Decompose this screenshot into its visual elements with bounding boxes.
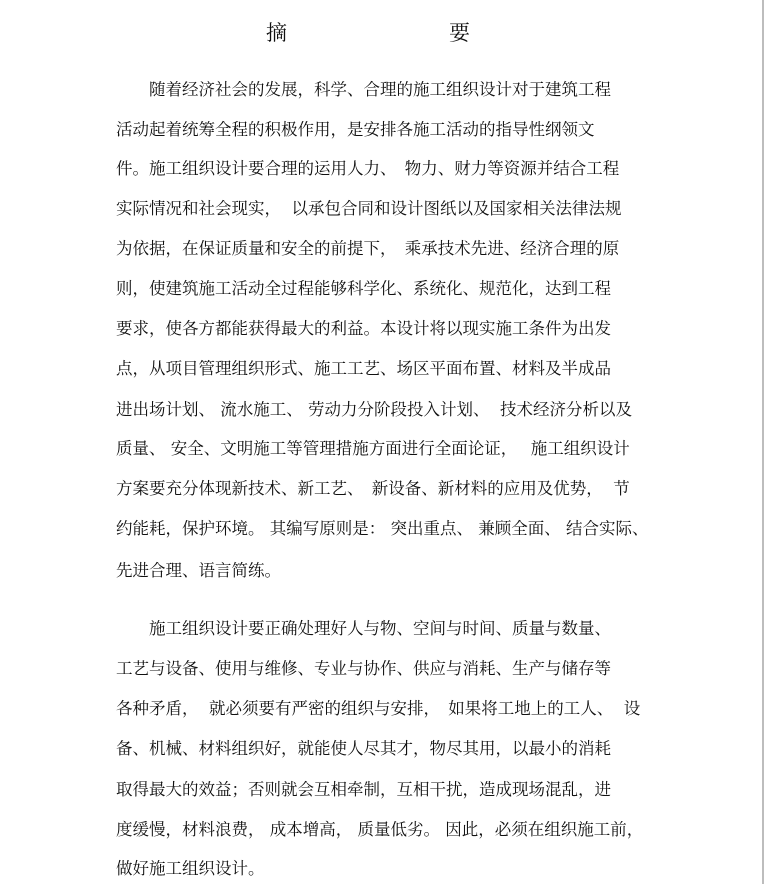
paragraph-line: 质量、 安全、文明施工等管理措施方面进行全面论证， 施工组织设计 xyxy=(116,439,630,458)
paragraph-line: 随着经济社会的发展，科学、合理的施工组织设计对于建筑工程 xyxy=(116,80,611,99)
paragraph-line: 方案要充分体现新技术、新工艺、 新设备、新材料的应用及优势， 节 xyxy=(116,479,630,498)
paragraph-line: 点，从项目管理组织形式、施工工艺、场区平面布置、材料及半成品 xyxy=(116,359,611,378)
paragraph-line: 活动起着统筹全程的积极作用，是安排各施工活动的指导性纲领文 xyxy=(116,120,595,139)
paragraph-line: 施工组织设计要正确处理好人与物、空间与时间、质量与数量、 xyxy=(116,619,611,638)
paragraph-line: 则，使建筑施工活动全过程能够科学化、系统化、规范化，达到工程 xyxy=(116,279,611,298)
paragraph-line: 件。施工组织设计要合理的运用人力、 物力、财力等资源并结合工程 xyxy=(116,159,620,178)
paragraph-line: 要求，使各方都能获得最大的利益。本设计将以现实施工条件为出发 xyxy=(116,319,611,338)
paragraph-line: 各种矛盾， 就必须要有严密的组织与安排， 如果将工地上的工人、 设 xyxy=(116,699,641,718)
paragraph-line: 做好施工组织设计。 xyxy=(116,859,265,878)
paragraph-line: 备、机械、材料组织好，就能使人尽其才，物尽其用，以最小的消耗 xyxy=(116,739,611,758)
paragraph-line: 度缓慢，材料浪费， 成本增高， 质量低劣。 因此，必须在组织施工前， xyxy=(116,820,644,839)
paragraph-line: 取得最大的效益；否则就会互相牵制，互相干扰，造成现场混乱，进 xyxy=(116,780,611,799)
paragraph-line: 进出场计划、 流水施工、 劳动力分阶段投入计划、 技术经济分析以及 xyxy=(116,400,632,419)
paragraph-line: 先进合理、语言简练。 xyxy=(116,561,281,580)
paragraph-line: 约能耗，保护环境。 其编写原则是： 突出重点、 兼顾全面、 结合实际、 xyxy=(116,519,649,538)
paragraph-line: 为依据，在保证质量和安全的前提下， 乘承技术先进、经济合理的原 xyxy=(116,239,620,258)
paragraph-line: 工艺与设备、使用与维修、专业与协作、供应与消耗、生产与储存等 xyxy=(116,659,611,678)
paragraph-line: 实际情况和社会现实， 以承包合同和设计图纸以及国家相关法律法规 xyxy=(116,199,622,218)
document-title: 摘 要 xyxy=(266,21,510,45)
